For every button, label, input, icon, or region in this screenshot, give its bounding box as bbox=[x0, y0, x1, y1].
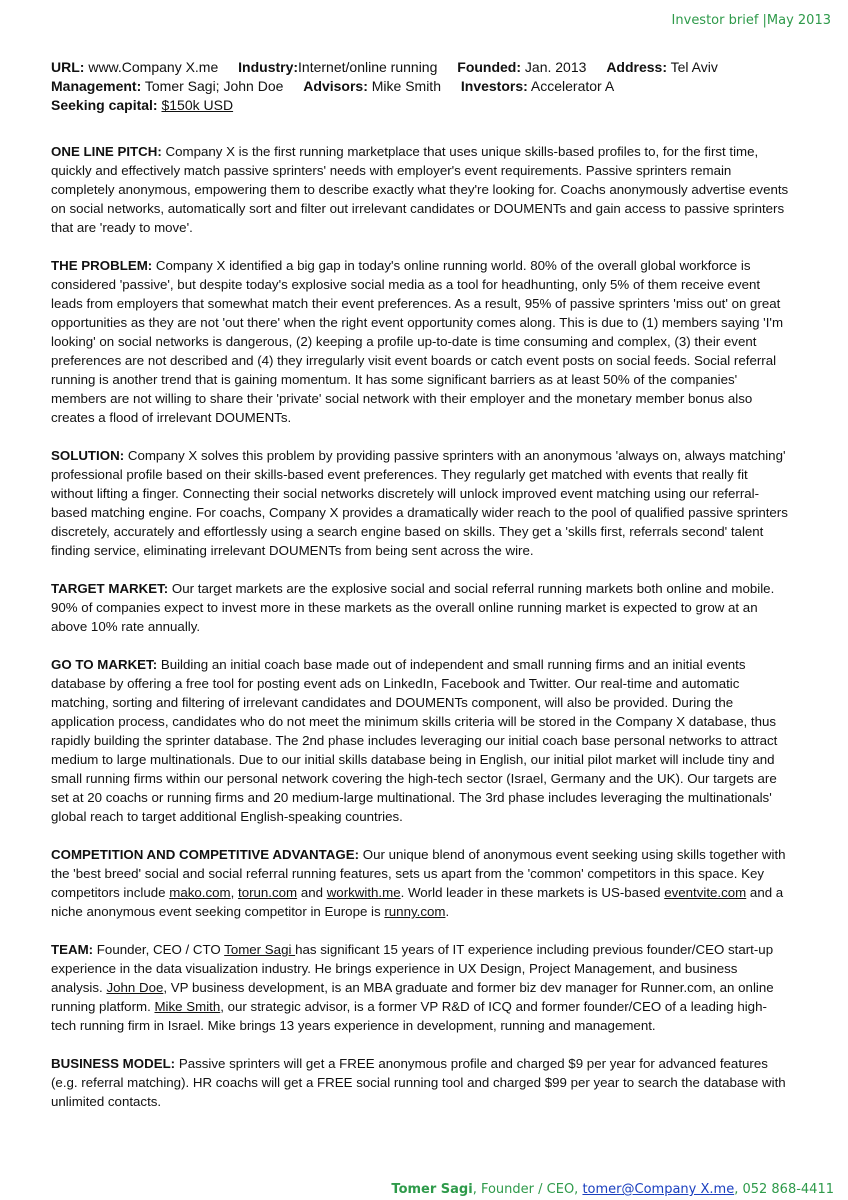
one-line-pitch-heading: ONE LINE PITCH: bbox=[51, 144, 162, 159]
competitor-link-mako[interactable]: mako.com bbox=[169, 885, 231, 900]
contact-email-link[interactable]: tomer@Company X.me bbox=[582, 1182, 735, 1197]
address-value: Tel Aviv bbox=[667, 59, 718, 75]
management-label: Management: bbox=[51, 78, 142, 94]
url-field bbox=[51, 58, 218, 77]
company-info-row-1 bbox=[51, 58, 811, 77]
one-line-pitch-section bbox=[51, 142, 791, 237]
business-model-section bbox=[51, 1054, 791, 1111]
industry-label: Industry: bbox=[238, 59, 299, 75]
competition-text: . bbox=[445, 904, 450, 919]
competition-text: Our unique blend of anonymous event seeking using skills together with the 'best breed' social and social referral running features, sets us apart from the 'common' competitors in this space. Key competitors include bbox=[51, 847, 786, 900]
company-info-row-2 bbox=[51, 77, 811, 96]
founded-value: Jan. 2013 bbox=[521, 59, 587, 75]
advisors-label: Advisors: bbox=[303, 78, 368, 94]
team-section bbox=[51, 940, 791, 1035]
go-to-market-heading: GO TO MARKET: bbox=[51, 657, 158, 672]
address-field bbox=[606, 58, 718, 77]
team-link-mike-smith[interactable]: Mike Smith bbox=[154, 999, 221, 1014]
problem-section bbox=[51, 256, 791, 427]
seeking-capital-value: $150k USD bbox=[161, 97, 234, 113]
competition-heading: COMPETITION AND COMPETITIVE ADVANTAGE: bbox=[51, 847, 360, 862]
target-market-heading: TARGET MARKET: bbox=[51, 581, 169, 596]
investors-value: Accelerator A bbox=[527, 78, 615, 94]
team-text: Founder, CEO / CTO bbox=[93, 942, 225, 957]
contact-footer bbox=[391, 1182, 834, 1197]
competition-text: and a niche anonymous event seeking competitor in Europe is bbox=[51, 885, 784, 919]
management-field bbox=[51, 77, 283, 96]
brief-body bbox=[51, 142, 791, 1111]
management-value: Tomer Sagi; John Doe bbox=[141, 78, 284, 94]
competitor-link-workwith[interactable]: workwith.me bbox=[326, 885, 401, 900]
investor-brief-label: Investor brief |May 2013 bbox=[671, 13, 831, 28]
url-value: www.Company X.me bbox=[84, 59, 219, 75]
competitor-link-runny[interactable]: runny.com bbox=[384, 904, 446, 919]
problem-heading: THE PROBLEM: bbox=[51, 258, 153, 273]
advisors-value: Mike Smith bbox=[367, 78, 441, 94]
founded-field bbox=[457, 58, 586, 77]
url-label: URL: bbox=[51, 59, 85, 75]
business-model-heading: BUSINESS MODEL: bbox=[51, 1056, 176, 1071]
target-market-section bbox=[51, 579, 791, 636]
team-link-tomer-sagi[interactable]: Tomer Sagi bbox=[224, 942, 296, 957]
team-link-john-doe[interactable]: John Doe bbox=[106, 980, 164, 995]
contact-role: , Founder / CEO, bbox=[472, 1182, 583, 1197]
go-to-market-text: Building an initial coach base made out of independent and small running firms and an initial events database by offering a free tool for posting event ads on LinkedIn, Facebook and Twitter. Our real-time and automatic matching, sorting and filtering of irrelevant candidates and DOUMENTs component, will also be provided. During the application process, candidates who do not meet the minimum skills criteria will be stored in the Company X database, thus rapidly building the sprinter database. The 2nd phase includes leveraging our initial coach base personal networks to attract medium to large multinationals. Due to our initial skills database being in English, our initial pilot market will include tiny and small running firms within our personal network covering the high-tech sector (Israel, Germany and the UK). Our targets are set at 20 coachs or running firms and 20 medium-large multinational. The 3rd phase includes leveraging the multinationals' global reach to target additional English-speaking countries. bbox=[51, 657, 778, 824]
contact-phone: , 052 868-4411 bbox=[734, 1182, 834, 1197]
contact-name: Tomer Sagi bbox=[391, 1182, 473, 1197]
team-text: , VP business development, is an MBA graduate and former biz dev manager for Runner.com, an online running platform. bbox=[51, 980, 774, 1014]
business-model-text: Passive sprinters will get a FREE anonymous profile and charged $9 per year for advanced features (e.g. referral matching). HR coachs will get a FREE social running tool and charged $99 per year to search the database with unlimited contacts. bbox=[51, 1056, 786, 1109]
company-info bbox=[51, 58, 811, 115]
investors-label: Investors: bbox=[460, 78, 528, 94]
seeking-capital-label: Seeking capital: bbox=[51, 97, 158, 113]
solution-heading: SOLUTION: bbox=[51, 448, 125, 463]
address-label: Address: bbox=[606, 59, 667, 75]
problem-text: Company X identified a big gap in today's online running world. 80% of the overall global workforce is considered 'passive', but despite today's explosive social media as a tool for headhunting, only 5% of them receive event leads from employers that somewhat match their event preferences. As a result, 95% of passive sprinters 'miss out' on great opportunities as they are not 'out there' when the right event opportunity comes along. This is due to (1) members saying 'I'm looking' on social networks is dangerous, (2) keeping a profile up-to-date is time consuming and complex, (3) their event preferences are not described and (4) they irregularly visit event boards or catch event posts on social feeds. Social referral running is another trend that is gaining momentum. It has some significant barriers as at least 50% of the companies' members are not willing to share their 'private' social network with their employer and the monetary member bonus also creates a flood of irrelevant DOUMENTs. bbox=[51, 258, 784, 425]
team-text: , our strategic advisor, is a former VP R&D of ICQ and former founder/CEO of a leading high-tech running firm in Israel. Mike brings 13 years experience in development, running and management. bbox=[51, 999, 767, 1033]
industry-field bbox=[238, 58, 437, 77]
advisors-field bbox=[303, 77, 441, 96]
one-line-pitch-text: Company X is the first running marketplace that uses unique skills-based profiles to, for the first time, quickly and effectively match passive sprinters' needs with employer's event requirements. Passive sprinters remain completely anonymous, empowering them to describe exactly what they're looking for. Coachs anonymously advertise events on social networks, automatically sort and filter out irrelevant candidates or DOUMENTs and gain access to passive sprinters that are 'ready to move'. bbox=[51, 144, 789, 235]
team-text: has significant 15 years of IT experience including previous founder/CEO start-up experience in the data visualization industry. He brings experience in UX Design, Project Management, and business analysis. bbox=[51, 942, 774, 995]
competitor-link-torun[interactable]: torun.com bbox=[238, 885, 298, 900]
competitor-link-eventvite[interactable]: eventvite.com bbox=[664, 885, 747, 900]
company-info-row-3 bbox=[51, 96, 811, 115]
industry-value: Internet/online running bbox=[298, 59, 438, 75]
target-market-text: Our target markets are the explosive social and social referral running markets both online and mobile. 90% of companies expect to invest more in these markets as the overall online running market is expected to grow at an above 10% rate annually. bbox=[51, 581, 775, 634]
solution-text: Company X solves this problem by providing passive sprinters with an anonymous 'always on, always matching' professional profile based on their skills-based event preferences. They regularly get matched with events that really fit without lifting a finger. Connecting their social networks discretely will unlock improved event matching using our referral-based matching engine. For coachs, Company X provides a dramatically wider reach to the pool of qualified passive sprinters discretely, accurately and effortlessly using a search engine based on skills. They get a 'skills first, referrals second' talent finding service, eliminating irrelevant DOUMENTs from being sent across the wire. bbox=[51, 448, 788, 558]
competition-separator: and bbox=[297, 885, 327, 900]
competition-section bbox=[51, 845, 791, 921]
go-to-market-section bbox=[51, 655, 791, 826]
competition-text: . World leader in these markets is US-based bbox=[400, 885, 665, 900]
founded-label: Founded: bbox=[457, 59, 522, 75]
investors-field bbox=[461, 77, 614, 96]
competition-separator: , bbox=[230, 885, 238, 900]
seeking-capital-field bbox=[51, 96, 233, 115]
team-heading: TEAM: bbox=[51, 942, 94, 957]
solution-section bbox=[51, 446, 791, 560]
